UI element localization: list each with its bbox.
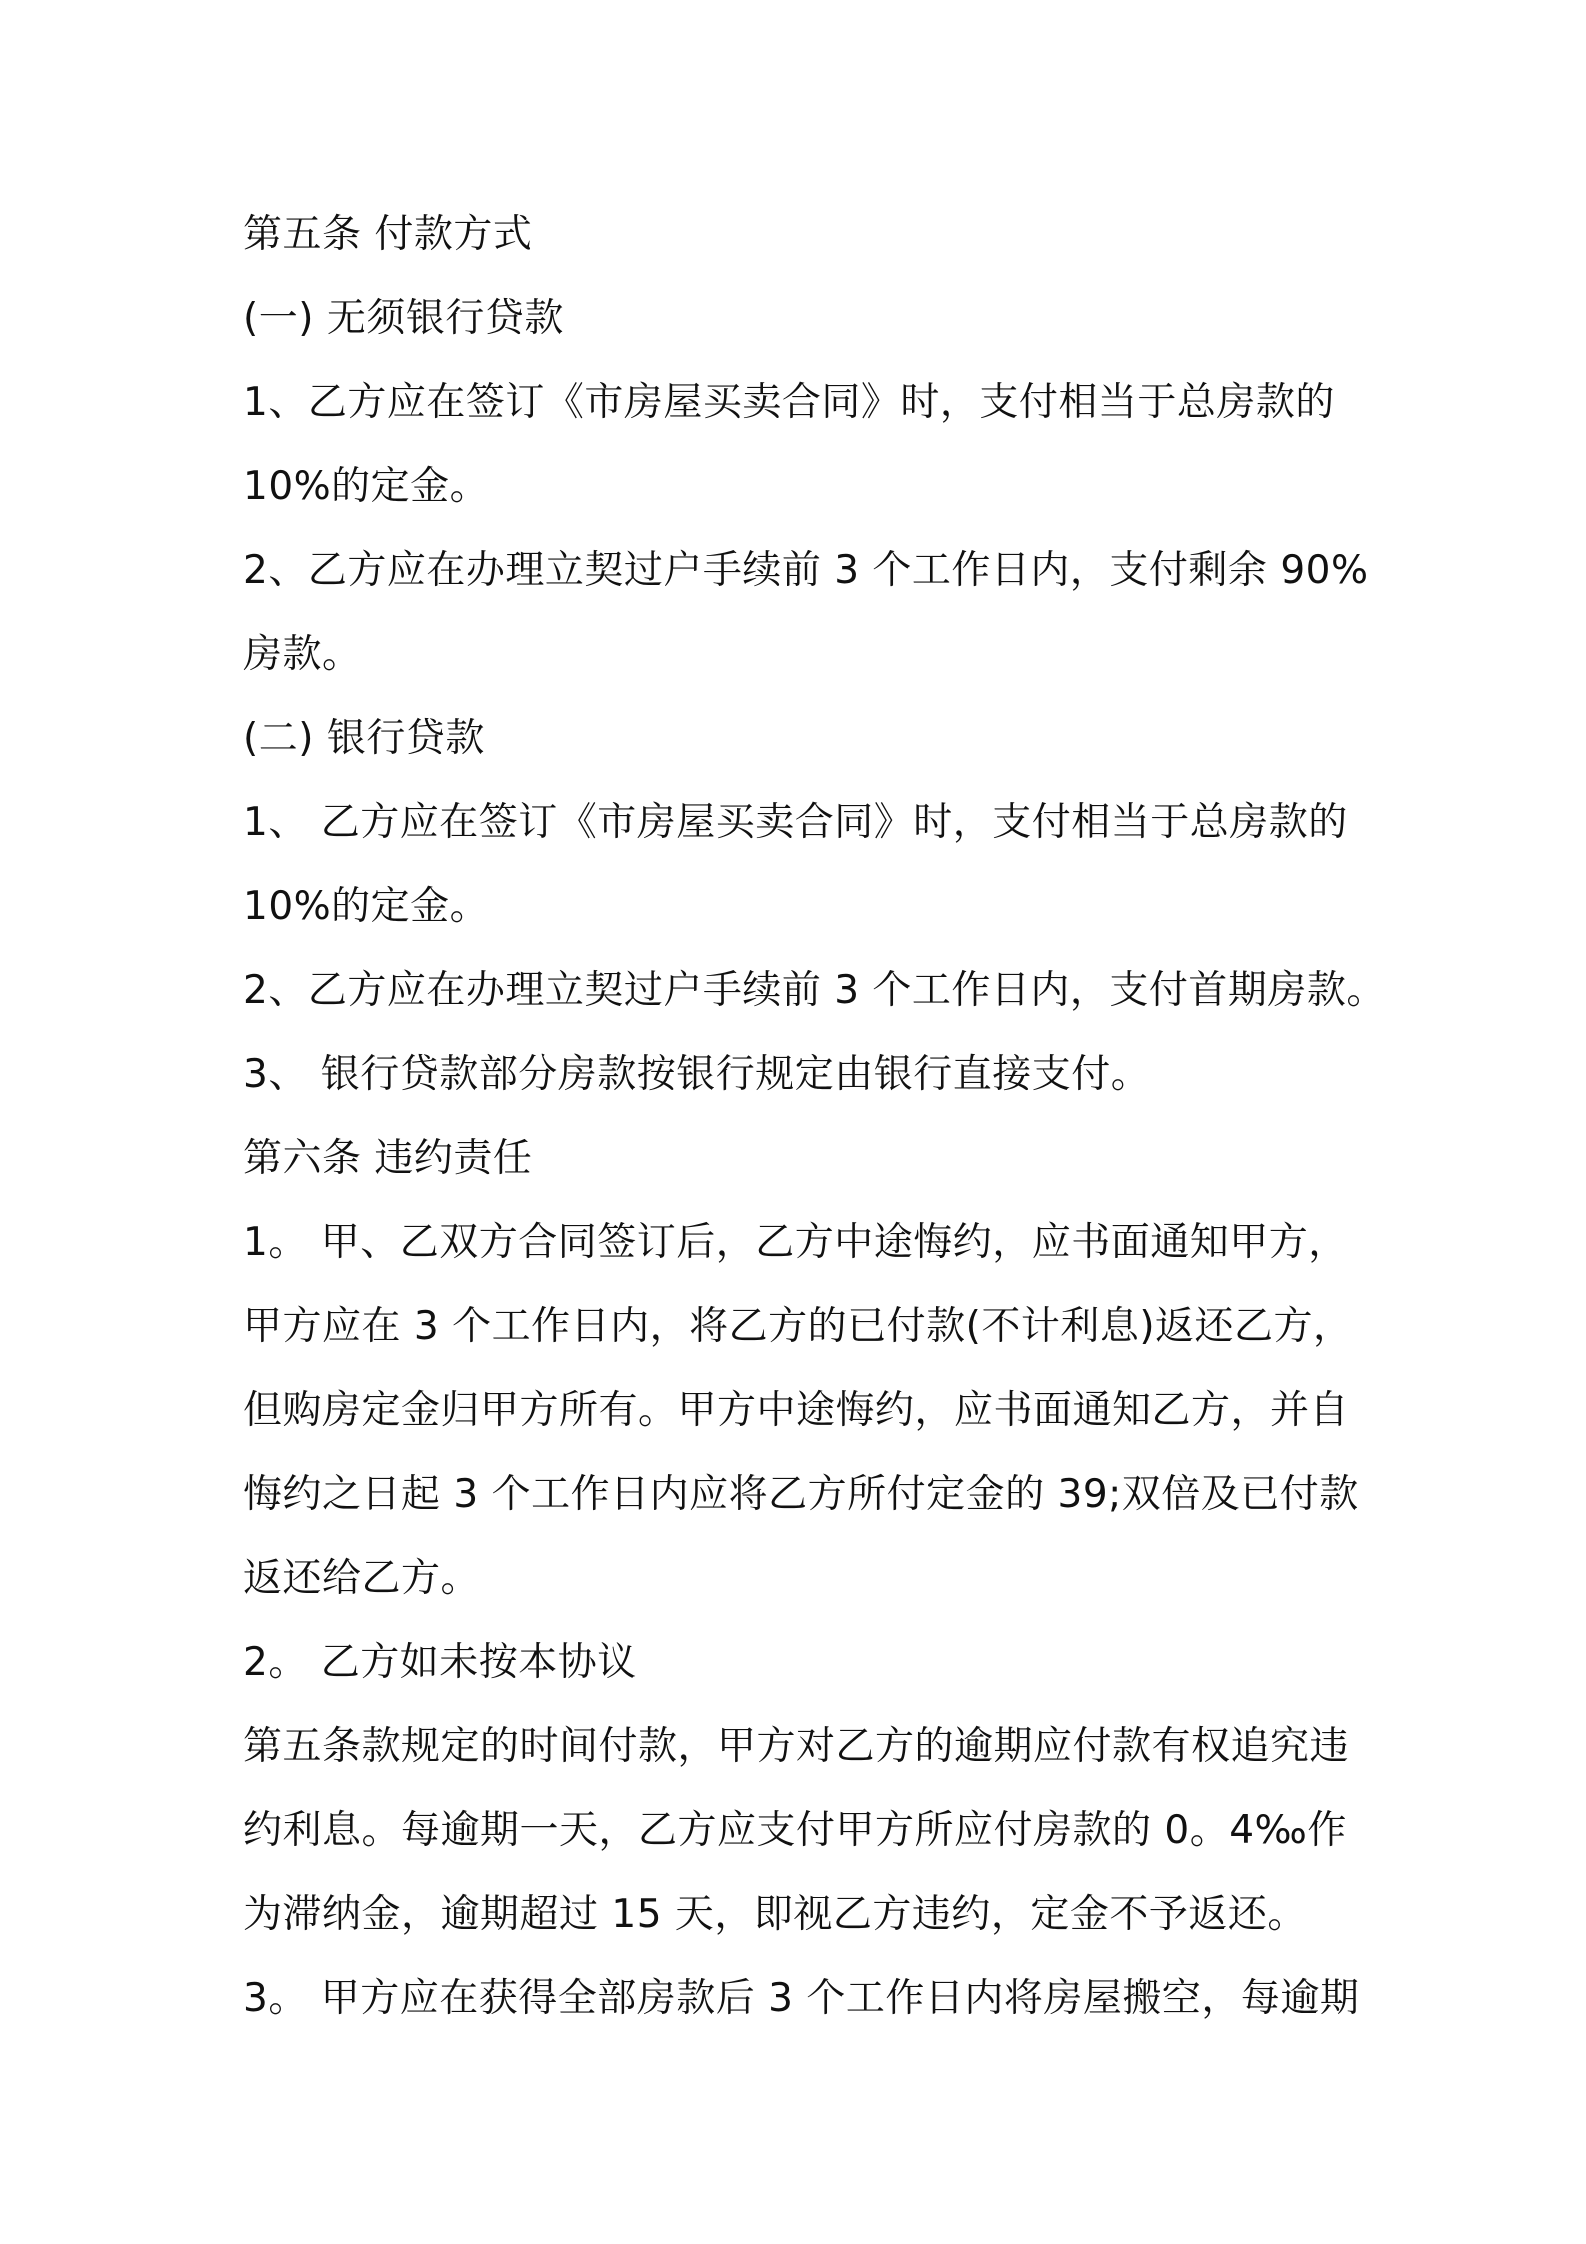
document-page xyxy=(243,193,1386,2041)
paragraph-line: 2、乙方应在办理立契过户手续前 3 个工作日内，支付首期房款。 xyxy=(243,968,1386,1013)
paragraph-line: 悔约之日起 3 个工作日内应将乙方所付定金的 39;双倍及已付款 xyxy=(243,1472,1359,1517)
paragraph-line: 3。 甲方应在获得全部房款后 3 个工作日内将房屋搬空，每逾期 xyxy=(243,1976,1360,2021)
paragraph-line: 但购房定金归甲方所有。甲方中途悔约，应书面通知乙方，并自 xyxy=(243,1388,1350,1433)
heading-article-6: 第六条 违约责任 xyxy=(243,1136,533,1181)
subheading-bank-loan: (二) 银行贷款 xyxy=(243,716,485,761)
paragraph-line: 1。 甲、乙双方合同签订后，乙方中途悔约，应书面通知甲方， xyxy=(243,1220,1348,1265)
paragraph-line: 1、 乙方应在签订《市房屋买卖合同》时，支付相当于总房款的 xyxy=(243,800,1348,845)
paragraph-line: 甲方应在 3 个工作日内，将乙方的已付款(不计利息)返还乙方， xyxy=(243,1304,1353,1349)
heading-article-5: 第五条 付款方式 xyxy=(243,212,533,257)
paragraph-line: 2。 乙方如未按本协议 xyxy=(243,1640,637,1685)
paragraph-line: 10%的定金。 xyxy=(243,464,490,509)
paragraph-line: 约利息。每逾期一天，乙方应支付甲方所应付房款的 0。4‰作 xyxy=(243,1808,1347,1853)
paragraph-line: 10%的定金。 xyxy=(243,884,490,929)
subheading-no-loan: (一) 无须银行贷款 xyxy=(243,296,564,341)
paragraph-line: 第五条款规定的时间付款，甲方对乙方的逾期应付款有权追究违 xyxy=(243,1724,1350,1769)
paragraph-line: 1、乙方应在签订《市房屋买卖合同》时，支付相当于总房款的 xyxy=(243,380,1335,425)
paragraph-line: 2、乙方应在办理立契过户手续前 3 个工作日内，支付剩余 90% xyxy=(243,548,1369,593)
paragraph-line: 为滞纳金，逾期超过 15 天，即视乙方违约，定金不予返还。 xyxy=(243,1892,1307,1937)
paragraph-line: 返还给乙方。 xyxy=(243,1556,481,1601)
paragraph-line: 3、 银行贷款部分房款按银行规定由银行直接支付。 xyxy=(243,1052,1151,1097)
paragraph-line: 房款。 xyxy=(243,632,362,677)
